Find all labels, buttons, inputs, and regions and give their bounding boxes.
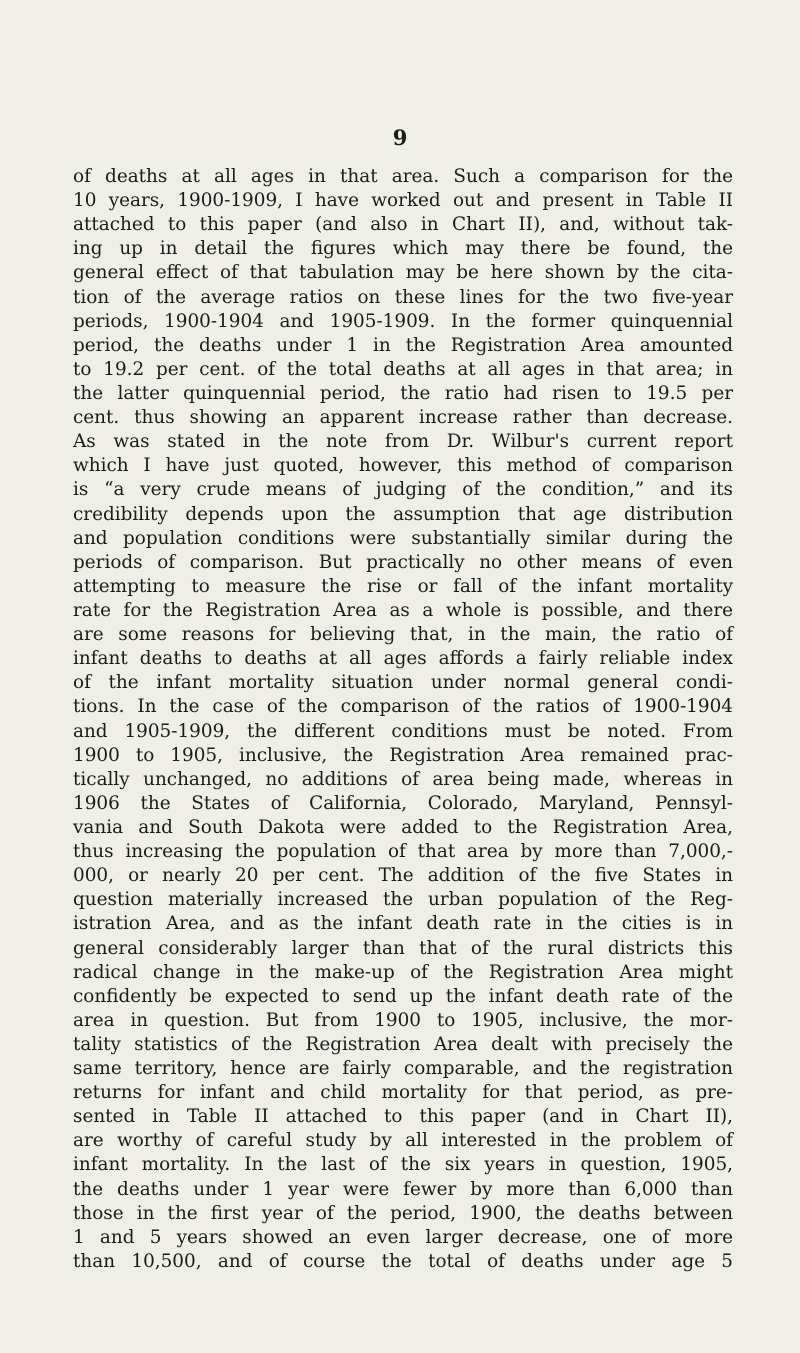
body-text (73, 165, 733, 1274)
text-line: tion of the average ratios on these lines for the two five-year (73, 286, 733, 308)
text-line: thus increasing the population of that area by more than 7,000,- (73, 841, 733, 863)
text-line: and population conditions were substantially similar during the (73, 527, 733, 549)
text-line: to 19.2 per cent. of the total deaths at all ages in that area; in (73, 358, 733, 380)
text-line: confidently be expected to send up the infant death rate of the (73, 985, 733, 1007)
text-line: than 10,500, and of course the total of deaths under age 5 (73, 1250, 733, 1272)
text-line: radical change in the make-up of the Registration Area might (73, 961, 733, 983)
text-line: area in question. But from 1900 to 1905, inclusive, the mor- (73, 1009, 733, 1031)
text-line: tically unchanged, no additions of area being made, whereas in (73, 768, 733, 790)
text-line: general considerably larger than that of the rural districts this (73, 937, 733, 959)
text-line: attached to this paper (and also in Chart II), and, without tak- (73, 214, 733, 236)
text-line: general effect of that tabulation may be here shown by the cita- (73, 262, 733, 284)
text-line: tions. In the case of the comparison of the ratios of 1900-1904 (73, 696, 733, 718)
text-line: vania and South Dakota were added to the Registration Area, (73, 816, 733, 838)
text-line: attempting to measure the rise or fall of the infant mortality (73, 575, 733, 597)
text-line: 000, or nearly 20 per cent. The addition of the five States in (73, 865, 733, 887)
text-line: is “a very crude means of judging of the condition,” and its (73, 479, 733, 501)
text-line: 10 years, 1900-1909, I have worked out and present in Table II (73, 190, 733, 212)
text-line: returns for infant and child mortality for that period, as pre- (73, 1082, 733, 1104)
text-line: period, the deaths under 1 in the Registration Area amounted (73, 334, 733, 356)
text-line: the latter quinquennial period, the ratio had risen to 19.5 per (73, 382, 733, 404)
text-line: 1900 to 1905, inclusive, the Registration Area remained prac- (73, 744, 733, 766)
text-line: rate for the Registration Area as a whole is possible, and there (73, 599, 733, 621)
text-line: cent. thus showing an apparent increase rather than decrease. (73, 407, 733, 429)
text-line: periods, 1900-1904 and 1905-1909. In the former quinquennial (73, 310, 733, 332)
text-line: sented in Table II attached to this paper (and in Chart II), (73, 1106, 733, 1128)
text-line: the deaths under 1 year were fewer by more than 6,000 than (73, 1178, 733, 1200)
text-line: infant deaths to deaths at all ages affords a fairly reliable index (73, 648, 733, 670)
text-line: which I have just quoted, however, this method of comparison (73, 455, 733, 477)
text-line: are worthy of careful study by all interested in the problem of (73, 1130, 733, 1152)
text-line: of deaths at all ages in that area. Such a comparison for the (73, 166, 733, 187)
text-line: credibility depends upon the assumption that age distribution (73, 503, 733, 525)
text-line: 1906 the States of California, Colorado, Maryland, Pennsyl- (73, 792, 733, 814)
text-line: are some reasons for believing that, in the main, the ratio of (73, 624, 733, 646)
text-line: ing up in detail the figures which may there be found, the (73, 238, 733, 260)
text-line: tality statistics of the Registration Area dealt with precisely the (73, 1033, 733, 1055)
text-line: of the infant mortality situation under normal general condi- (73, 672, 733, 694)
text-line: 1 and 5 years showed an even larger decrease, one of more (73, 1226, 733, 1248)
text-line: same territory, hence are fairly comparable, and the registration (73, 1058, 733, 1080)
text-line: As was stated in the note from Dr. Wilbur's current report (73, 431, 733, 453)
text-line: and 1905-1909, the different conditions must be noted. From (73, 720, 733, 742)
text-line: infant mortality. In the last of the six years in question, 1905, (73, 1154, 733, 1176)
text-line: istration Area, and as the infant death rate in the cities is in (73, 913, 733, 935)
text-line: periods of comparison. But practically no other means of even (73, 551, 733, 573)
text-line: those in the first year of the period, 1900, the deaths between (73, 1202, 733, 1224)
text-line: question materially increased the urban population of the Reg- (73, 889, 733, 911)
page-number: 9 (392, 125, 408, 150)
